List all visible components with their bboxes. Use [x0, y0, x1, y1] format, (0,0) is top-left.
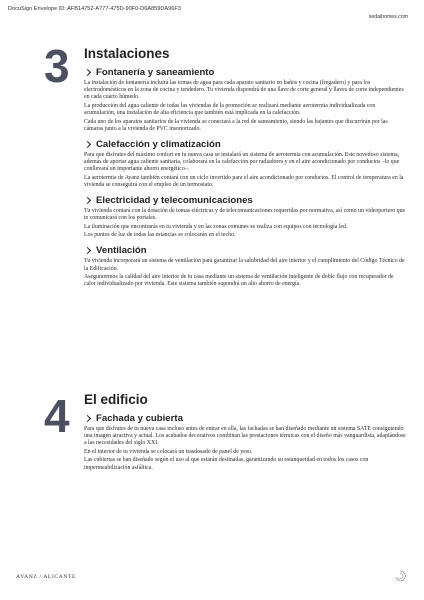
paragraph: Tu vivienda contará con la dotación de tomas eléctricas y de telecomunicaciones requeridas por normativa, así como un videoportero que te comunicará con los portales. [84, 207, 406, 221]
section-title: Instalaciones [84, 46, 170, 61]
paragraph: La producción del agua caliente de todas las viviendas de la promoción se realizará mediante aerotermia individualizada con acumulación, una instalación de alta eficiencia que también está implicada en la calefacción. [84, 102, 376, 116]
chevron-right-icon [84, 197, 91, 204]
paragraph: La iluminación que encontrarás en tu vivienda y en las zonas comunes se realiza con equipos con tecnología led. [84, 223, 348, 230]
section-number-4: 4 [44, 390, 70, 442]
subsection-title-text: Electricidad y telecomunicaciones [96, 194, 253, 206]
subsection-title [84, 139, 406, 150]
subsection-calefaccion [84, 139, 406, 189]
subsection-title [84, 245, 406, 256]
subsection-ventilacion [84, 245, 406, 288]
paragraph: En el interior de tu vivienda se colocará un trasdosado de panel de yeso. [84, 448, 253, 455]
section-title: El edificio [84, 392, 148, 407]
subsection-title-text: Fontanería y saneamiento [96, 66, 215, 78]
chevron-right-icon [84, 69, 91, 76]
subsection-title [84, 67, 406, 78]
chevron-right-icon [84, 247, 91, 254]
paragraph: La aerotermia de Ayanz también contará con un ciclo invertido para el aire acondicionado por conductos. El control de temperatura en la vivienda se conseguirá con el empleo de un termostato. [84, 174, 404, 188]
subsection-title [84, 413, 406, 424]
subsection-fontaneria [84, 67, 406, 133]
chevron-right-icon [84, 141, 91, 148]
chevron-right-icon [84, 415, 91, 422]
section-edificio [84, 393, 406, 478]
subsection-electricidad [84, 195, 406, 240]
site-url: sedaihomes.com [368, 14, 408, 20]
subsection-title-text: Ventilación [96, 245, 147, 257]
paragraph: Para que disfrutes de tu nueva casa incluso antes de entrar en ella, las fachadas se han diseñado mediante un sistema SATE consiguiendo una imagen atractiva y actual. Los acabados decorativos combinan las prestaciones térmicas con el diseño más vanguardista, adaptándose a las necesidades del siglo XXI. [84, 425, 406, 447]
paragraph: Cada uno de los aparatos sanitarios de la vivienda se conectará a la red de saneamiento, siendo las bajantes que discurrirán por las cámaras junto a la vivienda de PVC insonorizado. [84, 118, 388, 132]
subsection-title-text: Calefacción y climatización [96, 138, 221, 150]
paragraph: Las cubiertas se han diseñado según el uso al que estarán destinadas, garantizando su estanqueidad en todos los casos con impermeabilización asfáltica. [84, 457, 369, 471]
subsection-title [84, 195, 406, 206]
swirl-logo-icon [394, 570, 406, 582]
paragraph: Aseguraremos la calidad del aire interior de tu casa mediante un sistema de ventilación inteligente de doble flujo con recuperador de calor individualizado por vivienda. Este sistema también supondrá un alto ahorro de energía. [84, 274, 394, 288]
section-number-3: 3 [44, 40, 70, 92]
paragraph: Tu vivienda incorporará un sistema de ventilación para garantizar la salubridad del aire interior y el cumplimiento del Código Técnico de la Edificación. [84, 258, 405, 272]
paragraph: Los puntos de luz de todas las estancias se colocarán en el techo. [84, 232, 236, 239]
subsection-title-text: Fachada y cubierta [96, 412, 183, 424]
footer: AYANZ / ALICANTE [16, 574, 77, 580]
paragraph: Para que disfrutes del máximo confort en tu nueva casa se instalará un sistema de aerotermia con acumulación. Este novedoso sistema, además de aportar agua caliente sanitaria, colaborará en la calefacción por radiadores y en el aire acondicionado por conductos –lo que conllevará un importante ahorro energético–. [84, 151, 400, 172]
paragraph: La instalación de fontanería incluirá las tomas de agua para cada aparato sanitario en baños y cocina (fregadero) y para los electrodomésticos en la zona de cocina y tendedero. Tu vivienda dispondrá de una llave de corte general y llaves de corte independientes en cada cuarto húmedo. [84, 79, 404, 101]
subsection-fachada [84, 413, 406, 472]
section-instalaciones [84, 47, 406, 294]
envelope-id: DocuSign Envelope ID: AFB14752-A777-475D-90F0-D6A859DA96F3 [8, 6, 181, 12]
